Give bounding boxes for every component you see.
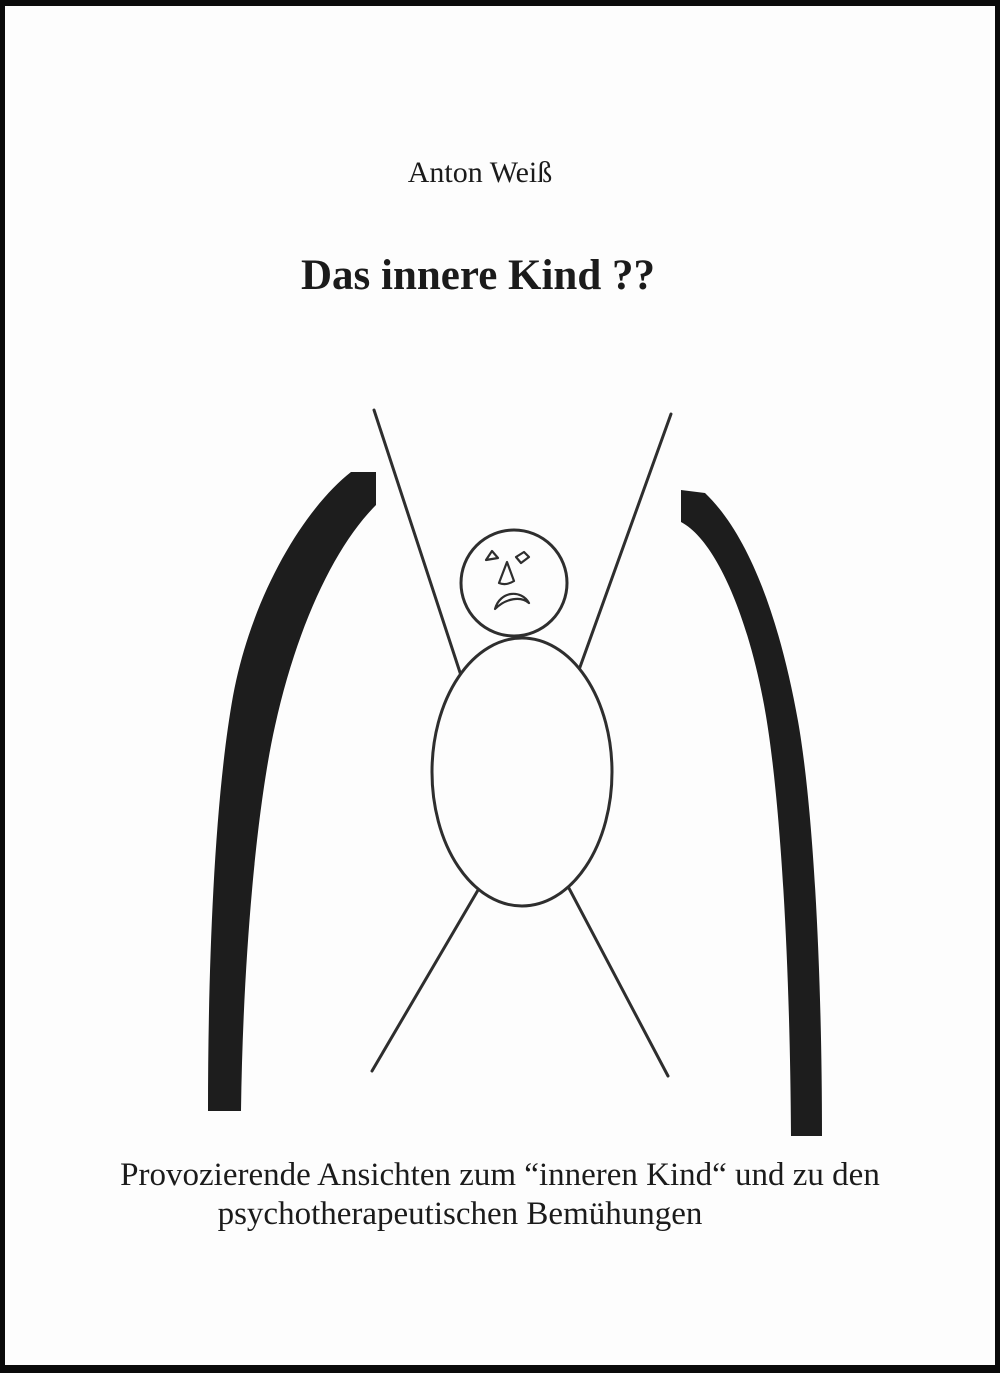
right-leg-line <box>552 856 668 1076</box>
subtitle-line-2: psychotherapeutischen Bemühungen <box>217 1196 703 1232</box>
right-arm-line <box>566 414 671 706</box>
book-title: Das innere Kind ?? <box>300 252 655 299</box>
right-black-arc <box>681 490 822 1136</box>
stick-figure-body <box>432 638 612 906</box>
page-sheet <box>5 6 995 1365</box>
left-arm-line <box>374 410 471 706</box>
left-black-arc <box>208 472 376 1111</box>
subtitle <box>5 1156 995 1234</box>
author-name: Anton Weiß <box>407 156 553 189</box>
stick-figure-head <box>461 530 567 636</box>
subtitle-line-1: Provozierende Ansichten zum “inneren Kind“ und zu den <box>120 1157 880 1193</box>
